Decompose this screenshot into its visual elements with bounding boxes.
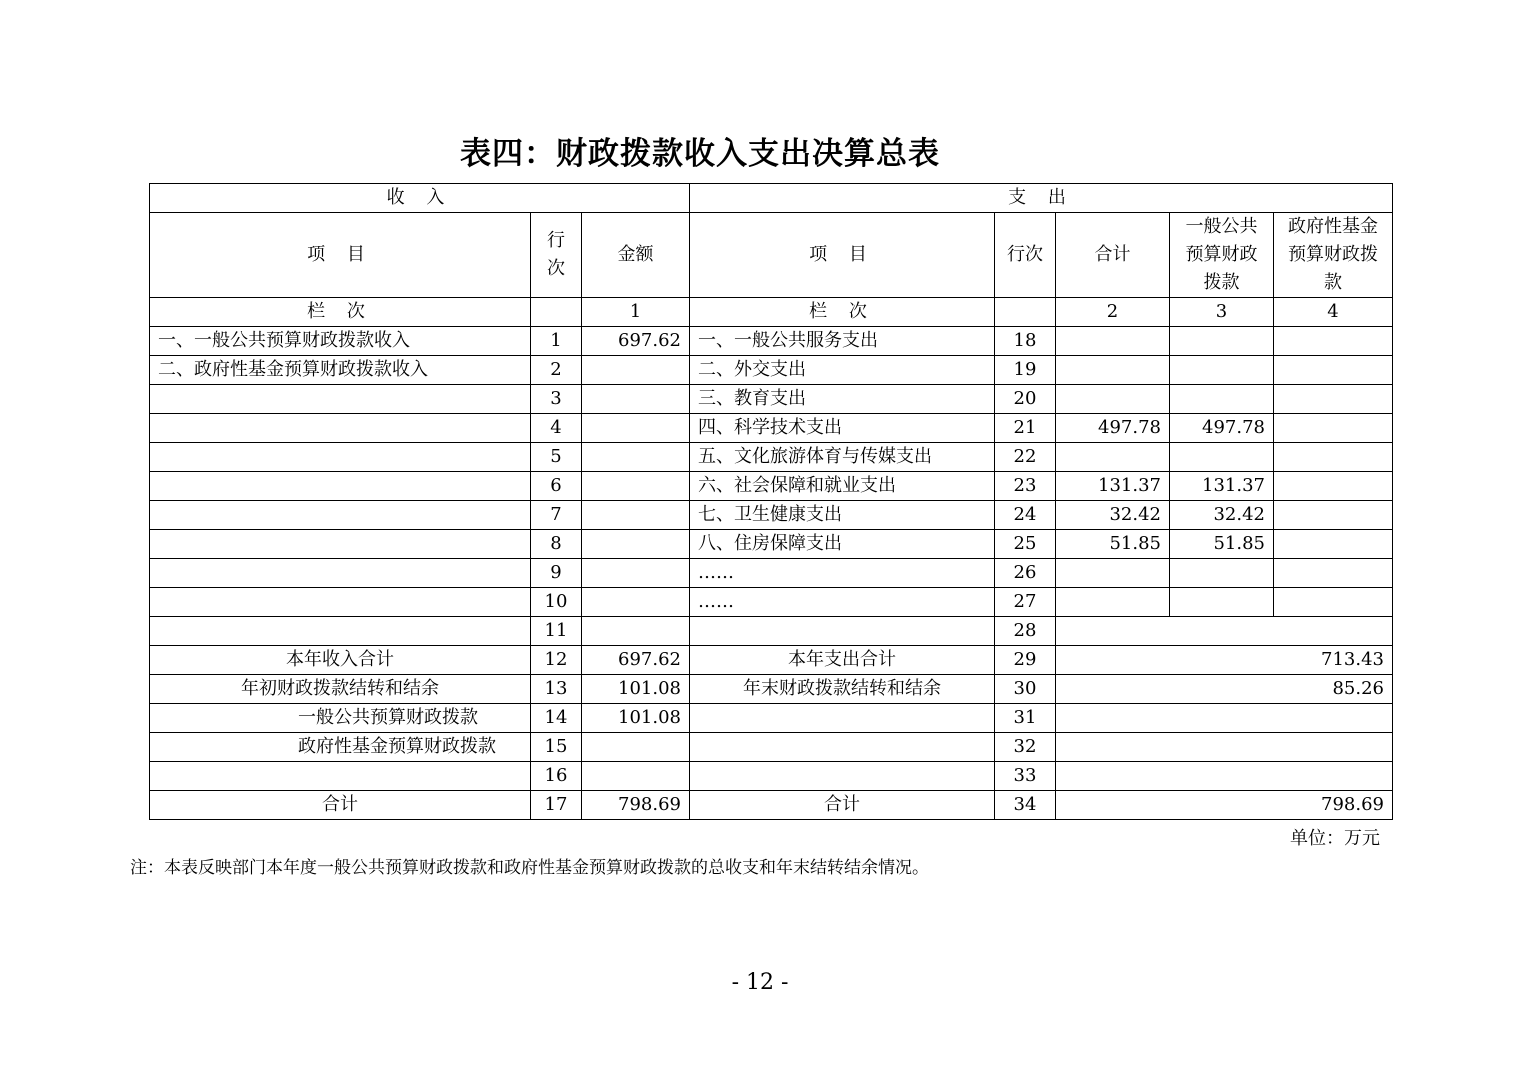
expense-item: 六、社会保障和就业支出 xyxy=(690,472,995,501)
income-item: 合计 xyxy=(150,791,531,820)
expense-gov-fund xyxy=(1274,472,1393,501)
expense-general-budget xyxy=(1170,327,1274,356)
page-number: - 12 - xyxy=(731,970,789,995)
expense-gov-fund xyxy=(1274,414,1393,443)
expense-total xyxy=(1056,559,1170,588)
income-amount xyxy=(582,559,690,588)
expense-general-budget: 497.78 xyxy=(1170,414,1274,443)
expense-value xyxy=(1056,733,1393,762)
expense-row-no: 31 xyxy=(995,704,1056,733)
expense-gov-fund xyxy=(1274,588,1393,617)
income-amount xyxy=(582,530,690,559)
expense-section-header: 支 出 xyxy=(690,184,1393,213)
expense-item: …… xyxy=(690,559,995,588)
expense-general-budget: 131.37 xyxy=(1170,472,1274,501)
income-item xyxy=(150,530,531,559)
income-item: 一般公共预算财政拨款 xyxy=(150,704,531,733)
expense-item: 五、文化旅游体育与传媒支出 xyxy=(690,443,995,472)
expense-item: 七、卫生健康支出 xyxy=(690,501,995,530)
income-amount xyxy=(582,733,690,762)
expense-item xyxy=(690,704,995,733)
income-item xyxy=(150,559,531,588)
expense-gov-fund xyxy=(1274,385,1393,414)
income-amount xyxy=(582,414,690,443)
table-row xyxy=(150,501,1393,530)
column-index-row xyxy=(150,298,1393,327)
expense-row-no: 28 xyxy=(995,617,1056,646)
income-item xyxy=(150,443,531,472)
income-row-no: 16 xyxy=(531,762,582,791)
income-item xyxy=(150,617,531,646)
expense-row-no: 33 xyxy=(995,762,1056,791)
income-row-no: 9 xyxy=(531,559,582,588)
expense-total xyxy=(1056,588,1170,617)
expense-row-no: 26 xyxy=(995,559,1056,588)
table-row xyxy=(150,530,1393,559)
expense-item: 四、科学技术支出 xyxy=(690,414,995,443)
expense-gov-fund xyxy=(1274,559,1393,588)
summary-row xyxy=(150,762,1393,791)
income-item-header: 项 目 xyxy=(150,213,531,298)
table-row xyxy=(150,414,1393,443)
expense-item xyxy=(690,762,995,791)
general-budget-header: 一般公共预算财政拨款 xyxy=(1170,213,1274,298)
table-row xyxy=(150,472,1393,501)
income-amount xyxy=(582,501,690,530)
income-item xyxy=(150,472,531,501)
expense-gov-fund xyxy=(1274,530,1393,559)
expense-value xyxy=(1056,762,1393,791)
income-row-no: 6 xyxy=(531,472,582,501)
index-empty xyxy=(995,298,1056,327)
income-amount: 101.08 xyxy=(582,704,690,733)
summary-row xyxy=(150,791,1393,820)
income-row-no: 15 xyxy=(531,733,582,762)
income-amount: 697.62 xyxy=(582,327,690,356)
expense-item xyxy=(690,733,995,762)
expense-gov-fund xyxy=(1274,356,1393,385)
income-item: 政府性基金预算财政拨款 xyxy=(150,733,531,762)
expense-row-no: 21 xyxy=(995,414,1056,443)
table-row xyxy=(150,559,1393,588)
expense-gov-fund xyxy=(1274,501,1393,530)
income-row-no: 14 xyxy=(531,704,582,733)
expense-row-no: 19 xyxy=(995,356,1056,385)
expense-item: 二、外交支出 xyxy=(690,356,995,385)
income-amount xyxy=(582,443,690,472)
fiscal-summary-table xyxy=(149,183,1393,820)
income-row-no: 3 xyxy=(531,385,582,414)
table-row xyxy=(150,327,1393,356)
expense-gov-fund xyxy=(1274,327,1393,356)
income-row-no: 7 xyxy=(531,501,582,530)
income-amount xyxy=(582,588,690,617)
index-amount: 1 xyxy=(582,298,690,327)
summary-row xyxy=(150,675,1393,704)
income-row-no: 12 xyxy=(531,646,582,675)
index-label-left: 栏 次 xyxy=(150,298,531,327)
expense-general-budget xyxy=(1170,443,1274,472)
income-amount xyxy=(582,356,690,385)
expense-item: 合计 xyxy=(690,791,995,820)
expense-row-no: 34 xyxy=(995,791,1056,820)
income-item: 二、政府性基金预算财政拨款收入 xyxy=(150,356,531,385)
expense-item: 三、教育支出 xyxy=(690,385,995,414)
income-row-no: 8 xyxy=(531,530,582,559)
income-item xyxy=(150,762,531,791)
expense-total: 497.78 xyxy=(1056,414,1170,443)
index-empty xyxy=(531,298,582,327)
income-row-no: 2 xyxy=(531,356,582,385)
expense-general-budget xyxy=(1170,559,1274,588)
expense-total xyxy=(1056,327,1170,356)
income-row-no: 4 xyxy=(531,414,582,443)
expense-item-header: 项 目 xyxy=(690,213,995,298)
index-label-right: 栏 次 xyxy=(690,298,995,327)
table-row xyxy=(150,588,1393,617)
expense-value xyxy=(1056,704,1393,733)
income-amount: 697.62 xyxy=(582,646,690,675)
expense-row-no: 18 xyxy=(995,327,1056,356)
table-note: 注：本表反映部门本年度一般公共预算财政拨款和政府性基金预算财政拨款的总收支和年末结转结余情况。 xyxy=(130,858,929,878)
expense-row-no: 32 xyxy=(995,733,1056,762)
summary-row xyxy=(150,646,1393,675)
expense-value: 713.43 xyxy=(1056,646,1393,675)
table-row xyxy=(150,385,1393,414)
income-amount xyxy=(582,385,690,414)
expense-row-no: 25 xyxy=(995,530,1056,559)
page-title: 表四：财政拨款收入支出决算总表 xyxy=(460,136,940,172)
summary-row xyxy=(150,733,1393,762)
income-item: 本年收入合计 xyxy=(150,646,531,675)
expense-row-no: 30 xyxy=(995,675,1056,704)
income-item xyxy=(150,414,531,443)
expense-row-no: 29 xyxy=(995,646,1056,675)
expense-total: 51.85 xyxy=(1056,530,1170,559)
expense-total xyxy=(1056,385,1170,414)
expense-general-budget: 32.42 xyxy=(1170,501,1274,530)
income-row-no: 17 xyxy=(531,791,582,820)
income-amount: 101.08 xyxy=(582,675,690,704)
income-item xyxy=(150,385,531,414)
expense-total: 131.37 xyxy=(1056,472,1170,501)
expense-value: 798.69 xyxy=(1056,791,1393,820)
income-section-header: 收 入 xyxy=(150,184,690,213)
expense-row-no-header: 行次 xyxy=(995,213,1056,298)
income-row-no: 11 xyxy=(531,617,582,646)
income-item xyxy=(150,588,531,617)
expense-item: 一、一般公共服务支出 xyxy=(690,327,995,356)
income-item: 年初财政拨款结转和结余 xyxy=(150,675,531,704)
expense-total-header: 合计 xyxy=(1056,213,1170,298)
expense-item: 八、住房保障支出 xyxy=(690,530,995,559)
index-total: 2 xyxy=(1056,298,1170,327)
section-header-row xyxy=(150,184,1393,213)
summary-row xyxy=(150,704,1393,733)
income-amount xyxy=(582,762,690,791)
index-general: 3 xyxy=(1170,298,1274,327)
expense-row-no: 24 xyxy=(995,501,1056,530)
income-amount: 798.69 xyxy=(582,791,690,820)
income-row-no: 1 xyxy=(531,327,582,356)
expense-value xyxy=(1056,617,1393,646)
income-item xyxy=(150,501,531,530)
income-row-no: 5 xyxy=(531,443,582,472)
expense-item: 年末财政拨款结转和结余 xyxy=(690,675,995,704)
expense-row-no: 27 xyxy=(995,588,1056,617)
table-row xyxy=(150,443,1393,472)
expense-item: …… xyxy=(690,588,995,617)
income-row-no: 10 xyxy=(531,588,582,617)
expense-gov-fund xyxy=(1274,443,1393,472)
expense-total xyxy=(1056,443,1170,472)
expense-row-no: 23 xyxy=(995,472,1056,501)
index-fund: 4 xyxy=(1274,298,1393,327)
expense-total xyxy=(1056,356,1170,385)
income-amount xyxy=(582,617,690,646)
income-row-no: 13 xyxy=(531,675,582,704)
expense-general-budget xyxy=(1170,356,1274,385)
income-item: 一、一般公共预算财政拨款收入 xyxy=(150,327,531,356)
expense-general-budget: 51.85 xyxy=(1170,530,1274,559)
expense-general-budget xyxy=(1170,588,1274,617)
income-row-no-header: 行次 xyxy=(531,213,582,298)
expense-row-no: 22 xyxy=(995,443,1056,472)
income-amount-header: 金额 xyxy=(582,213,690,298)
expense-value: 85.26 xyxy=(1056,675,1393,704)
unit-label: 单位：万元 xyxy=(1290,828,1380,849)
expense-row-no: 20 xyxy=(995,385,1056,414)
column-header-row xyxy=(150,213,1393,298)
summary-row xyxy=(150,617,1393,646)
income-amount xyxy=(582,472,690,501)
table-row xyxy=(150,356,1393,385)
expense-total: 32.42 xyxy=(1056,501,1170,530)
expense-general-budget xyxy=(1170,385,1274,414)
expense-item: 本年支出合计 xyxy=(690,646,995,675)
gov-fund-header: 政府性基金预算财政拨款 xyxy=(1274,213,1393,298)
expense-item xyxy=(690,617,995,646)
